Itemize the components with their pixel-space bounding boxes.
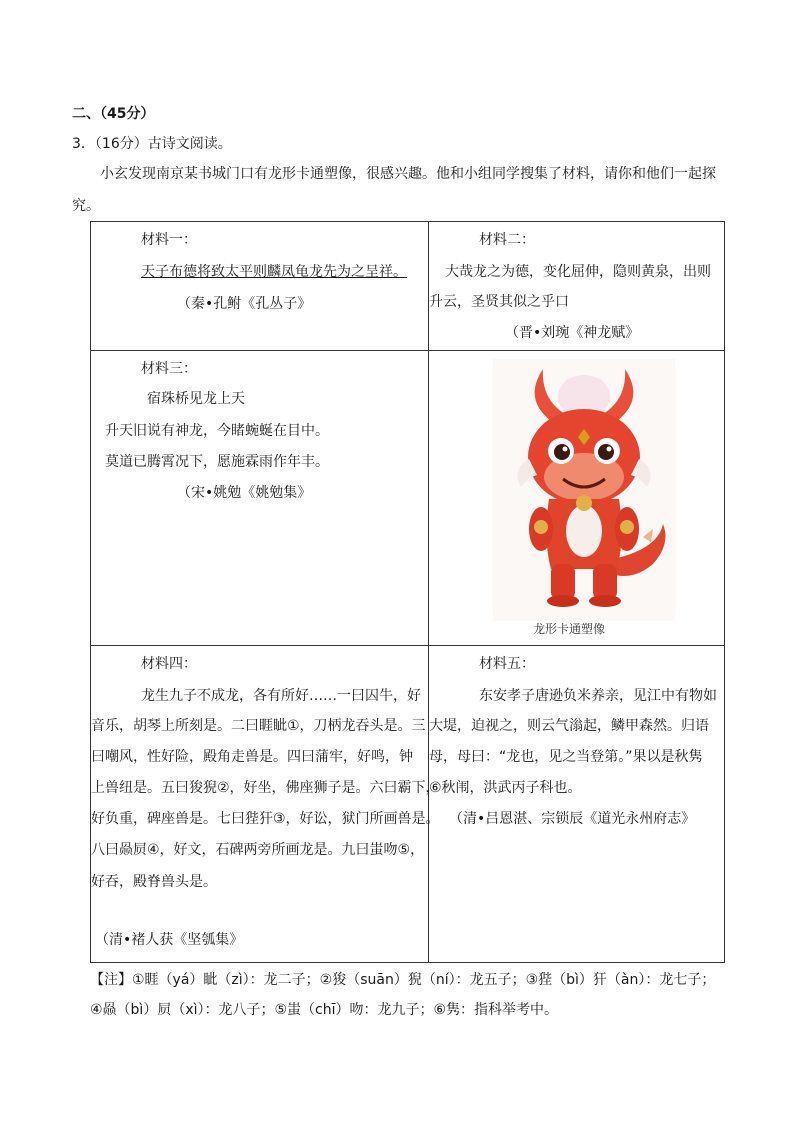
- dragon-statue-image: [493, 359, 675, 621]
- material-5-cell: [429, 646, 725, 963]
- dragon-figure-icon: [493, 359, 675, 621]
- materials-table: [90, 221, 725, 963]
- material-3-cell: [91, 351, 429, 646]
- material-3-source: （宋•姚勉《姚勉集》: [177, 485, 312, 501]
- photo-cell: [429, 351, 725, 646]
- material-2-line-2: 升云，圣贤其似之乎口: [429, 294, 569, 310]
- material-4-line: 音乐，胡琴上所刻是。二曰睚眦①，刀柄龙吞头是。三: [91, 718, 426, 734]
- material-5-label: 材料五：: [479, 656, 535, 672]
- notes-line-2: ④赑（bì）屃（xì）：龙八子；⑤蚩（chī）吻：龙九子；⑥隽：指科举考中。: [90, 1002, 559, 1018]
- material-3-line-2: 莫道已腾霄况下，愿施霖雨作年丰。: [105, 454, 329, 470]
- material-4-cell: [91, 646, 440, 963]
- intro-line-1: 小玄发现南京某书城门口有龙形卡通塑像，很感兴趣。他和小组同学搜集了材料，请你和他们一起探: [100, 166, 716, 182]
- question-title: 3．（16分）古诗文阅读。: [72, 136, 232, 152]
- material-5-line: 东安孝子唐逊负米养亲，见江中有物如: [479, 688, 717, 704]
- material-4-line: 曰嘲风，性好险，殿角走兽是。四曰蒲牢，好鸣，钟: [91, 749, 413, 765]
- material-1-cell: [91, 222, 429, 351]
- notes-line-1: 【注】①睚（yá）眦（zì）：龙二子；②狻（suān）猊（ní）：龙五子；③狴（bì）犴（àn）：龙七子；: [90, 972, 716, 988]
- material-2-label: 材料二：: [479, 232, 535, 248]
- material-5-line: 母，母曰：“龙也，见之当登第。”果以是秋隽: [429, 749, 703, 765]
- material-4-line: 龙生九子不成龙，各有所好……一曰囚牛，好: [141, 688, 421, 704]
- material-2-source: （晋•刘琬《神龙赋》: [505, 325, 640, 341]
- material-5-line: 大堤，迫视之，则云气滃起，鳞甲森然。归语: [429, 718, 709, 734]
- material-1-label: 材料一：: [141, 232, 197, 248]
- material-4-label: 材料四：: [141, 656, 197, 672]
- intro-line-2: 究。: [72, 198, 100, 214]
- material-2-line-1: 大哉龙之为德，变化屈伸，隐则黄泉，出则: [445, 264, 711, 280]
- material-4-source: （清•褚人获《坚瓠集》: [95, 932, 244, 948]
- photo-caption: 龙形卡通塑像: [533, 622, 606, 636]
- material-3-label: 材料三：: [141, 361, 197, 377]
- material-5-line: ⑥秋闱，洪武丙子科也。: [429, 780, 582, 796]
- section-heading: 二、（45分）: [72, 106, 155, 122]
- material-2-cell: [429, 222, 725, 351]
- material-4-line: 八曰赑屃④，好文，石碑两旁所画龙是。九曰蚩吻⑤，: [91, 842, 425, 858]
- material-4-line: 上兽纽是。五曰狻猊②，好坐，佛座狮子是。六曰霸下，: [91, 780, 440, 796]
- material-1-text: 天子布德将致太平则麟凤龟龙先为之呈祥。: [141, 264, 407, 280]
- material-4-line: 好吞，殿脊兽头是。: [91, 874, 217, 890]
- material-4-line: 好负重，碑座兽是。七曰狴犴③，好讼，狱门所画兽是。: [91, 811, 440, 827]
- material-5-source: （清•吕恩湛、宗锁辰《道光永州府志》: [449, 811, 696, 827]
- material-1-source: （秦•孔鲋《孔丛子》: [177, 296, 312, 312]
- material-3-poem-title: 宿珠桥见龙上天: [147, 391, 245, 407]
- material-3-line-1: 升天旧说有神龙，今睹蜿蜒在目中。: [105, 423, 329, 439]
